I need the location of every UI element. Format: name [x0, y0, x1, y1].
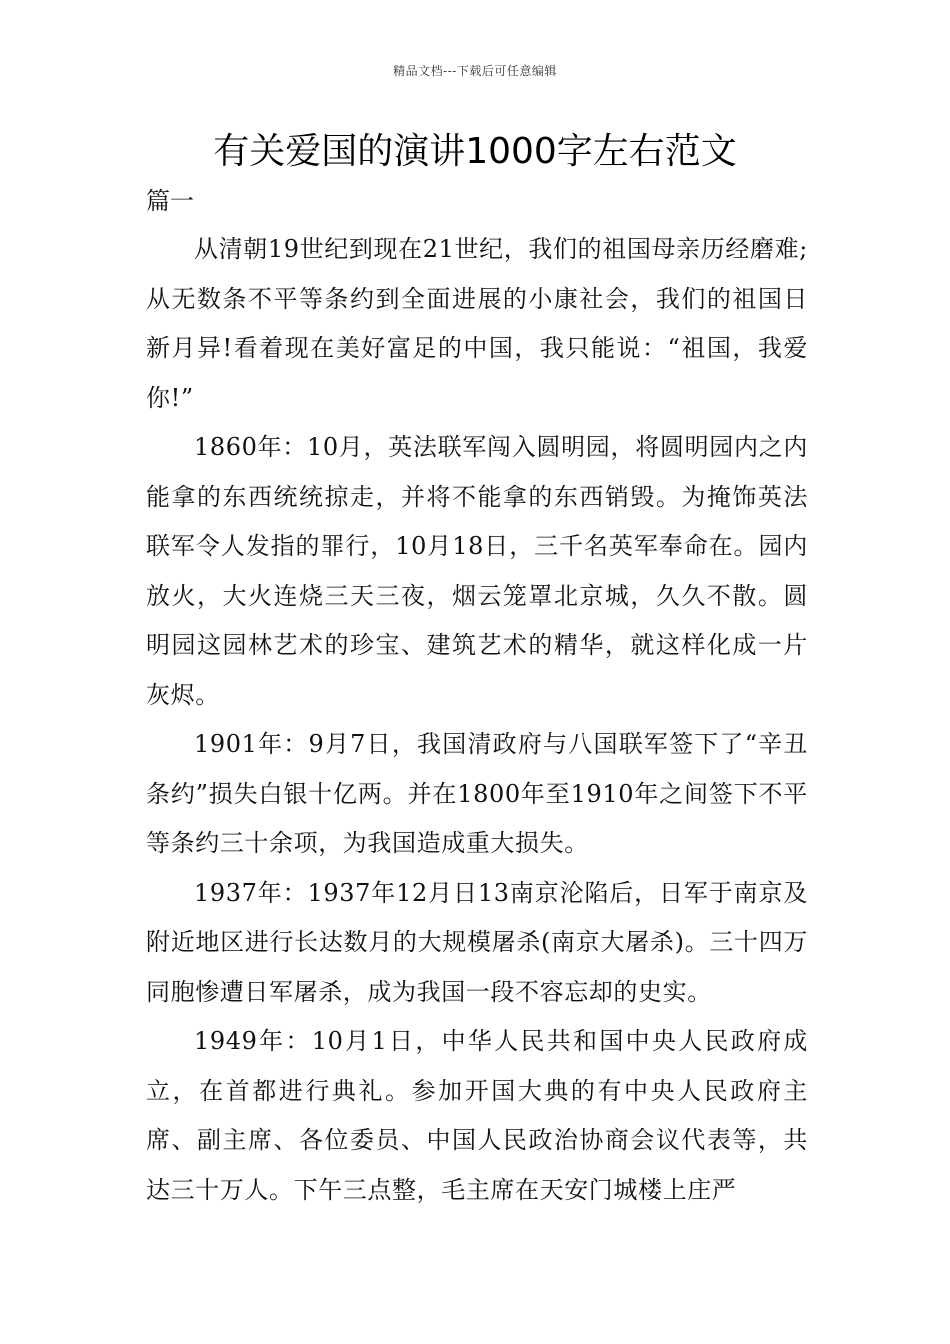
paragraph: 1937年：1937年12月日13南京沦陷后，日军于南京及附近地区进行长达数月的大规模屠杀(南京大屠杀)。三十四万同胞惨遭日军屠杀，成为我国一段不容忘却的史实。 [146, 878, 808, 1006]
document-title: 有关爱国的演讲1000字左右范文 [213, 131, 737, 172]
page-header: 精品文档---下载后可任意编辑 [393, 64, 557, 78]
paragraph: 从清朝19世纪到现在21世纪，我们的祖国母亲历经磨难;从无数条不平等条约到全面进展的小康社会，我们的祖国日新月异!看着现在美好富足的中国，我只能说：“祖国，我爱你!” [146, 235, 808, 412]
document-body [146, 225, 808, 1215]
paragraph: 1901年：9月7日，我国清政府与八国联军签下了“辛丑条约”损失白银十亿两。并在1800年至1910年之间签下不平等条约三十余项，为我国造成重大损失。 [146, 730, 808, 857]
paragraph: 1860年：10月，英法联军闯入圆明园，将圆明园内之内能拿的东西统统掠走，并将不能拿的东西销毁。为掩饰英法联军令人发指的罪行，10月18日，三千名英军奉命在。园内放火，大火连烧三天三夜，烟云笼罩北京城，久久不散。圆明园这园林艺术的珍宝、建筑艺术的精华，就这样化成一片灰烬。 [146, 433, 808, 709]
section-label: 篇一 [146, 187, 194, 215]
paragraph: 1949年：10月1日，中华人民共和国中央人民政府成立，在首都进行典礼。参加开国大典的有中央人民政府主席、副主席、各位委员、中国人民政治协商会议代表等，共达三十万人。下午三点整，毛主席在天安门城楼上庄严 [146, 1027, 808, 1204]
